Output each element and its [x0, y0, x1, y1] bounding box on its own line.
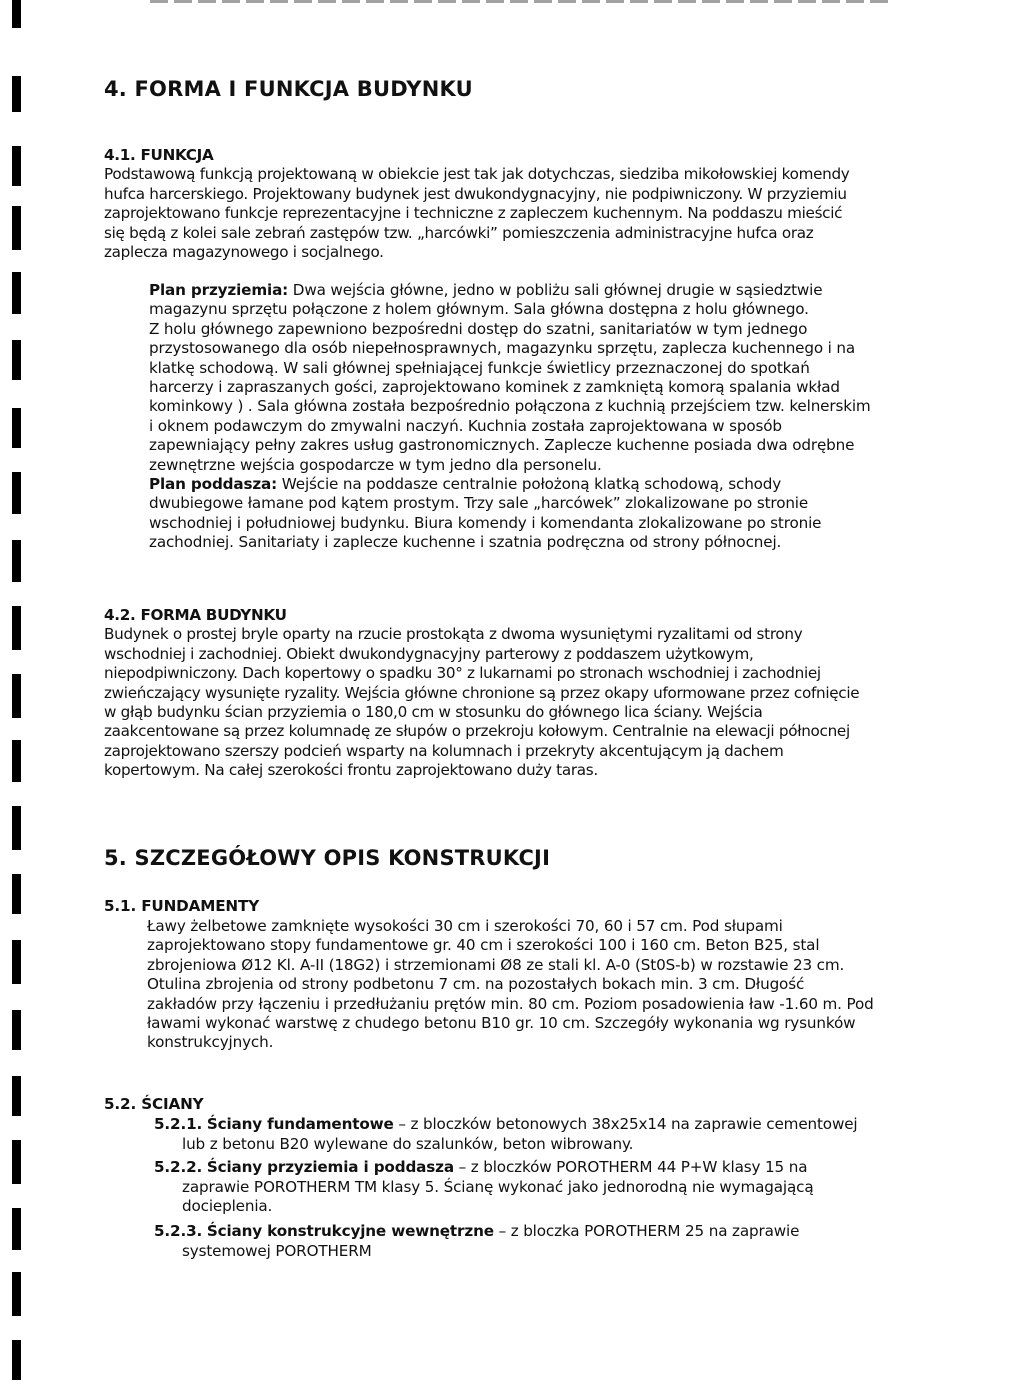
scan-artifact-line — [150, 0, 890, 3]
paragraph-line: zwieńczający wysunięte ryzality. Wejścia główne chronione są przez okapy uformowane przez cofnięcie — [104, 683, 860, 702]
binder-mark — [12, 206, 21, 250]
paragraph-line: wschodniej i zachodniej. Obiekt dwukondygnacyjny parterowy z poddaszem użytkowym, — [104, 644, 754, 663]
binder-mark — [12, 0, 21, 28]
binder-mark — [12, 1076, 21, 1116]
paragraph-line: i oknem podawczym do zmywalni naczyń. Kuchnia została zaprojektowana w sposób — [149, 416, 782, 435]
paragraph-line: przystosowanego dla osób niepełnosprawnych, magazynku sprzętu, zaplecza kuchennego i na — [149, 339, 856, 358]
section-5-title: 5. SZCZEGÓŁOWY OPIS KONSTRUKCJI — [104, 846, 551, 870]
section-5-2-heading: 5.2. ŚCIANY — [104, 1095, 204, 1113]
binder-mark — [12, 606, 21, 650]
paragraph-line — [154, 1158, 807, 1177]
binder-mark — [12, 146, 21, 186]
wall-item — [154, 1115, 857, 1134]
wall-item-label: Ściany konstrukcyjne wewnętrzne — [206, 1222, 494, 1240]
section-4-1-heading: 4.1. FUNKCJA — [104, 146, 214, 164]
wall-item-text: – z bloczka POROTHERM 25 na zaprawie — [493, 1222, 800, 1240]
paragraph-line — [154, 1222, 799, 1241]
section-4-title: 4. FORMA I FUNKCJA BUDYNKU — [104, 77, 473, 101]
attic-plan-label: Plan poddasza: — [149, 475, 278, 494]
paragraph-line: niepodpiwniczony. Dach kopertowy o spadku 30° z lukarnami po stronach wschodniej i zachodniej — [104, 664, 821, 683]
section-4-2 — [104, 606, 859, 781]
wall-item-text: – z bloczków POROTHERM 44 P+W klasy 15 na — [453, 1158, 808, 1176]
paragraph-line — [149, 281, 871, 300]
paragraph-line: hufca harcerskiego. Projektowany budynek jest dwukondygnacyjny, nie podpiwniczony. W przyziemiu — [104, 184, 847, 203]
paragraph-line: Z holu głównego zapewniono bezpośredni dostęp do szatni, sanitariatów w tym jednego — [149, 319, 808, 338]
paragraph-line: zakładów przy łączeniu i przedłużaniu prętów min. 80 cm. Poziom posadowienia ław -1.60 m. Pod — [147, 994, 874, 1013]
binder-mark — [12, 674, 21, 718]
section-5-1-body — [147, 917, 874, 1053]
binder-mark — [12, 540, 21, 582]
paragraph-line: Ławy żelbetowe zamknięte wysokości 30 cm i szerokości 70, 60 i 57 cm. Pod słupami — [147, 917, 783, 935]
wall-item-number: 5.2.3. — [154, 1222, 203, 1240]
ground-floor-plan — [149, 281, 871, 553]
wall-item-number: 5.2.2. — [154, 1158, 203, 1176]
paragraph-line: kopertowym. Na całej szerokości frontu zaprojektowano duży taras. — [104, 761, 598, 780]
paragraph-line: klatkę schodową. W sali głównej spełniającej funkcje świetlicy przeznaczonej do spotkań — [149, 358, 810, 377]
wall-item-body — [182, 1242, 372, 1261]
paragraph-line: ławami wykonać warstwę z chudego betonu B10 gr. 10 cm. Szczegóły wykonania wg rysunków — [147, 1014, 856, 1033]
paragraph-line — [149, 475, 871, 494]
paragraph-line: magazynu sprzętu połączone z holem głównym. Sala główna dostępna z holu głównego. — [149, 300, 809, 319]
wall-item-label: Ściany przyziemia i poddasza — [206, 1158, 454, 1176]
paragraph-line: dwubiegowe łamane pod kątem prostym. Trzy sale „harcówek” zlokalizowane po stronie — [149, 494, 809, 513]
attic-plan-first-line: Wejście na poddasze centralnie położoną klatką schodową, schody — [277, 475, 782, 494]
paragraph-line: harcerzy i zapraszanych gości, zaprojektowano kominek z zamkniętą komorą spalania wkład — [149, 378, 840, 397]
paragraph-line: Budynek o prostej bryle oparty na rzucie prostokąta z dwoma wysuniętymi ryzalitami od strony — [104, 625, 803, 644]
binder-mark — [12, 408, 21, 448]
paragraph-line: się będą z kolei sale zebrań zastępów tzw. „harcówki” pomieszczenia administracyjne hufca oraz — [104, 223, 814, 242]
ground-floor-first-line: Dwa wejścia główne, jedno w pobliżu sali głównej drugie w sąsiedztwie — [288, 281, 823, 299]
binder-mark — [12, 1140, 21, 1184]
wall-item-label: Ściany fundamentowe — [206, 1115, 394, 1133]
section-5-2 — [104, 1095, 204, 1114]
paragraph-line: zapewniający pełny zakres usług gastronomicznych. Zaplecze kuchenne posiada dwa odrębne — [149, 436, 855, 455]
wall-item — [154, 1222, 799, 1241]
paragraph-line: zachodniej. Sanitariaty i zaplecze kuchenne i szatnia podręczna od strony północnej. — [149, 533, 782, 552]
paragraph-line: docieplenia. — [182, 1197, 273, 1216]
binder-mark — [12, 874, 21, 914]
paragraph-line: kominkowy ) . Sala główna została bezpośrednio połączona z kuchnią przejściem tzw. kelnerskim — [149, 397, 871, 416]
paragraph-line: systemowej POROTHERM — [182, 1242, 372, 1260]
paragraph-line: zaprojektowano funkcje reprezentacyjne i techniczne z zapleczem kuchennym. Na poddaszu mieścić — [104, 204, 843, 223]
paragraph-line: zaplecza magazynowego i socjalnego. — [104, 243, 384, 262]
paragraph-line: Podstawową funkcją projektowaną w obiekcie jest tak jak dotychczas, siedziba mikołowskiej komendy — [104, 165, 850, 184]
paragraph-line: w głąb budynku ścian przyziemia o 180,0 cm w stosunku do głównego lica ściany. Wejścia — [104, 703, 763, 722]
paragraph-line: konstrukcyjnych. — [147, 1033, 274, 1052]
binder-mark — [12, 472, 21, 514]
paragraph-line: zaakcentowane są przez kolumnadę ze słupów o przekroju kołowym. Centralnie na elewacji północnej — [104, 722, 850, 741]
wall-item-number: 5.2.1. — [154, 1115, 203, 1133]
binder-mark — [12, 1010, 21, 1050]
paragraph-line: zaprojektowano szerszy podcień wsparty na kolumnach i przekryty akcentującym ją dachem — [104, 741, 784, 760]
paragraph-line — [154, 1115, 857, 1134]
wall-item — [154, 1158, 807, 1177]
binder-mark — [12, 1272, 21, 1316]
binder-mark — [12, 740, 21, 782]
ground-floor-label: Plan przyziemia: — [149, 281, 289, 299]
section-4-2-heading: 4.2. FORMA BUDYNKU — [104, 606, 287, 624]
section-5-1-heading: 5.1. FUNDAMENTY — [104, 897, 260, 915]
wall-item-body — [182, 1135, 633, 1154]
binder-mark — [12, 1340, 21, 1380]
paragraph-line: zewnętrzne wejścia gospodarcze w tym jedno dla personelu. — [149, 455, 602, 474]
paragraph-line: lub z betonu B20 wylewane do szalunków, beton wibrowany. — [182, 1135, 634, 1153]
paragraph-line: zaprojektowano stopy fundamentowe gr. 40 cm i szerokości 100 i 160 cm. Beton B25, stal — [147, 936, 820, 955]
wall-item-text: – z bloczków betonowych 38x25x14 na zaprawie cementowej — [393, 1115, 858, 1133]
binder-mark — [12, 272, 21, 314]
section-4-1 — [104, 146, 849, 262]
paragraph-line: wschodniej i południowej budynku. Biura komendy i komendanta zlokalizowane po stronie — [149, 513, 822, 532]
binder-mark — [12, 1208, 21, 1250]
binder-mark — [12, 76, 21, 112]
paragraph-line: zaprawie POROTHERM TM klasy 5. Ścianę wykonać jako jednorodną nie wymagającą — [182, 1178, 814, 1196]
binder-mark — [12, 940, 21, 984]
binder-mark — [12, 806, 21, 850]
paragraph-line: zbrojeniowa Ø12 Kl. A-II (18G2) i strzemionami Ø8 ze stali kl. A-0 (St0S-b) w rozstawie 23 cm. — [147, 955, 845, 974]
paragraph-line: Otulina zbrojenia od strony podbetonu 7 cm. na pozostałych bokach min. 3 cm. Długość — [147, 975, 805, 994]
binder-mark — [12, 340, 21, 380]
section-5-1 — [104, 897, 259, 916]
wall-item-body — [182, 1178, 814, 1217]
